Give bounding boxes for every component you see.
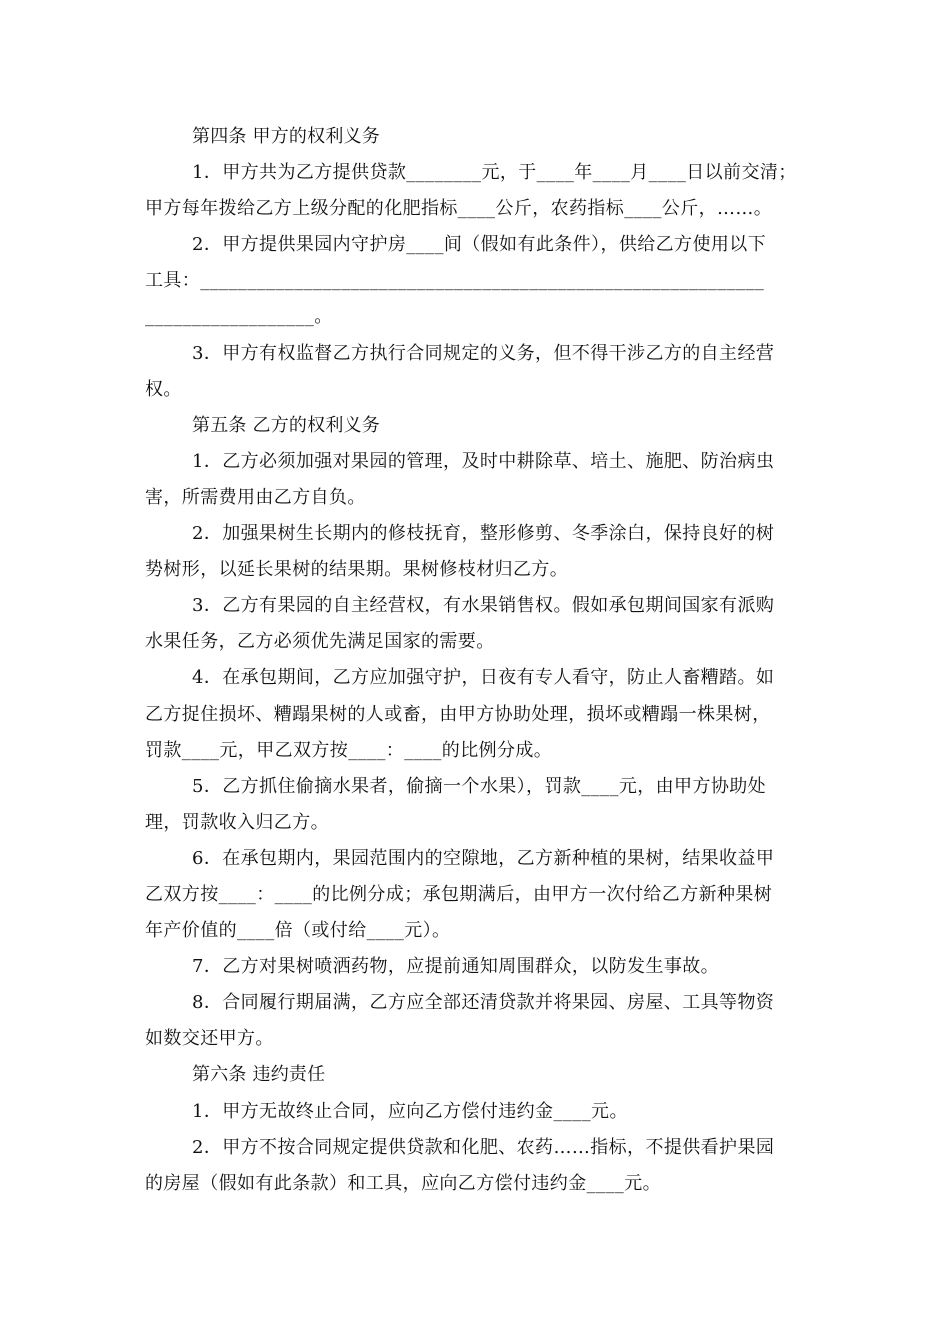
paragraph-line: 4．在承包期间，乙方应加强守护，日夜有专人看守，防止人畜糟踏。如 xyxy=(192,667,775,689)
paragraph-line: 1．甲方共为乙方提供贷款________元，于____年____月____日以前交清； xyxy=(192,162,797,184)
paragraph-line: 6．在承包期内，果园范围内的空隙地，乙方新种植的果树，结果收益甲 xyxy=(192,847,775,869)
paragraph-line: 7．乙方对果树喷洒药物，应提前通知周围群众，以防发生事故。 xyxy=(192,956,720,978)
section-heading-5: 第五条 乙方的权利义务 xyxy=(192,414,380,436)
paragraph-line: 年产价值的____倍（或付给____元）。 xyxy=(145,920,451,942)
paragraph-line: 甲方每年拨给乙方上级分配的化肥指标____公斤，农药指标____公斤，……。 xyxy=(145,198,773,220)
paragraph-line: 工具：____________________________________________________________ xyxy=(145,270,765,292)
paragraph-line: 3．乙方有果园的自主经营权，有水果销售权。假如承包期间国家有派购 xyxy=(192,595,775,617)
section-heading-6: 第六条 违约责任 xyxy=(192,1064,326,1086)
paragraph-line: 权。 xyxy=(145,378,182,400)
paragraph-line: 害，所需费用由乙方自负。 xyxy=(145,486,366,508)
paragraph-line: 罚款____元，甲乙双方按____：____的比例分成。 xyxy=(145,739,553,761)
paragraph-line: 理，罚款收入归乙方。 xyxy=(145,811,329,833)
paragraph-line: 3．甲方有权监督乙方执行合同规定的义务，但不得干涉乙方的自主经营 xyxy=(192,342,775,364)
paragraph-line: 如数交还甲方。 xyxy=(145,1028,274,1050)
paragraph-line: 8．合同履行期届满，乙方应全部还清贷款并将果园、房屋、工具等物资 xyxy=(192,992,775,1014)
section-heading-4: 第四条 甲方的权利义务 xyxy=(192,126,380,147)
paragraph-line: 乙双方按____：____的比例分成；承包期满后，由甲方一次付给乙方新种果树 xyxy=(145,883,773,905)
paragraph-line: 势树形，以延长果树的结果期。果树修枝材归乙方。 xyxy=(145,559,569,581)
paragraph-line: 水果任务，乙方必须优先满足国家的需要。 xyxy=(145,631,495,653)
paragraph-line: 乙方捉住损坏、糟蹋果树的人或畜，由甲方协助处理，损坏或糟蹋一株果树， xyxy=(145,703,771,725)
paragraph-line: 2．甲方提供果园内守护房____间（假如有此条件），供给乙方使用以下 xyxy=(192,234,767,256)
paragraph-line: 5．乙方抓住偷摘水果者，偷摘一个水果），罚款____元，由甲方协助处 xyxy=(192,775,767,797)
paragraph-line: 1．乙方必须加强对果园的管理，及时中耕除草、培土、施肥、防治病虫 xyxy=(192,450,775,472)
paragraph-line: 2．甲方不按合同规定提供贷款和化肥、农药……指标，不提供看护果园 xyxy=(192,1136,775,1158)
paragraph-line: 的房屋（假如有此条款）和工具，应向乙方偿付违约金____元。 xyxy=(145,1172,661,1194)
document-body xyxy=(145,119,800,1202)
paragraph-line: 2．加强果树生长期内的修枝抚育，整形修剪、冬季涂白，保持良好的树 xyxy=(192,523,775,545)
paragraph-line: 1．甲方无故终止合同，应向乙方偿付违约金____元。 xyxy=(192,1100,628,1122)
paragraph-line: __________________。 xyxy=(145,306,333,328)
